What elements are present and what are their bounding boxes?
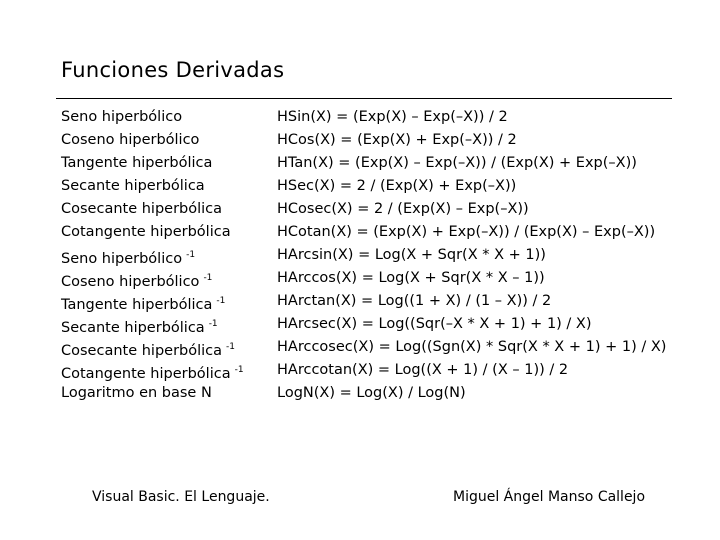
function-name: Seno hiperbólico bbox=[61, 109, 183, 125]
function-formula: HArcsin(X) = Log(X + Sqr(X * X + 1)) bbox=[277, 247, 546, 263]
function-name-row bbox=[61, 267, 244, 290]
function-formula: HArccotan(X) = Log((X + 1) / (X – 1)) / 2 bbox=[277, 362, 569, 378]
function-name-row bbox=[61, 382, 244, 405]
inverse-superscript: -1 bbox=[186, 250, 196, 260]
function-formula: HCos(X) = (Exp(X) + Exp(–X)) / 2 bbox=[277, 132, 517, 148]
function-name: Secante hiperbólica bbox=[61, 178, 205, 194]
function-formula: HCosec(X) = 2 / (Exp(X) – Exp(–X)) bbox=[277, 201, 529, 217]
footer-left-text: Visual Basic. El Lenguaje. bbox=[92, 489, 270, 505]
function-name: Tangente hiperbólica bbox=[61, 297, 213, 313]
function-names-column bbox=[61, 106, 244, 405]
function-name-row bbox=[61, 244, 244, 267]
function-name-row bbox=[61, 152, 244, 175]
function-name-row bbox=[61, 198, 244, 221]
function-name: Logaritmo en base N bbox=[61, 385, 212, 401]
function-name-row bbox=[61, 336, 244, 359]
function-name: Coseno hiperbólico bbox=[61, 274, 200, 290]
function-formula: HArctan(X) = Log((1 + X) / (1 – X)) / 2 bbox=[277, 293, 552, 309]
function-formula: HArccos(X) = Log(X + Sqr(X * X – 1)) bbox=[277, 270, 545, 286]
function-name: Seno hiperbólico bbox=[61, 251, 183, 267]
inverse-superscript: -1 bbox=[216, 296, 226, 306]
title-divider bbox=[56, 98, 672, 99]
inverse-superscript: -1 bbox=[208, 319, 218, 329]
function-name-row bbox=[61, 106, 244, 129]
function-name: Cosecante hiperbólica bbox=[61, 201, 223, 217]
function-name: Secante hiperbólica bbox=[61, 320, 205, 336]
function-formula: HTan(X) = (Exp(X) – Exp(–X)) / (Exp(X) + Exp(–X)) bbox=[277, 155, 637, 171]
function-formula: HCotan(X) = (Exp(X) + Exp(–X)) / (Exp(X) – Exp(–X)) bbox=[277, 224, 656, 240]
page-title: Funciones Derivadas bbox=[61, 58, 285, 82]
function-formula: HArcsec(X) = Log((Sqr(–X * X + 1) + 1) / X) bbox=[277, 316, 592, 332]
function-name: Coseno hiperbólico bbox=[61, 132, 200, 148]
function-name: Tangente hiperbólica bbox=[61, 155, 213, 171]
function-formula: HSin(X) = (Exp(X) – Exp(–X)) / 2 bbox=[277, 109, 508, 125]
inverse-superscript: -1 bbox=[226, 342, 236, 352]
inverse-superscript: -1 bbox=[203, 273, 213, 283]
function-formula: HArccosec(X) = Log((Sgn(X) * Sqr(X * X + 1) + 1) / X) bbox=[277, 339, 667, 355]
inverse-superscript: -1 bbox=[234, 365, 244, 375]
function-name-row bbox=[61, 175, 244, 198]
function-name: Cosecante hiperbólica bbox=[61, 343, 223, 359]
function-formula: HSec(X) = 2 / (Exp(X) + Exp(–X)) bbox=[277, 178, 517, 194]
function-name: Cotangente hiperbólica bbox=[61, 224, 231, 240]
footer-right-text: Miguel Ángel Manso Callejo bbox=[453, 489, 646, 505]
function-name-row bbox=[61, 290, 244, 313]
function-name: Cotangente hiperbólica bbox=[61, 366, 231, 382]
function-name-row bbox=[61, 313, 244, 336]
function-formula: LogN(X) = Log(X) / Log(N) bbox=[277, 385, 466, 401]
function-name-row bbox=[61, 221, 244, 244]
function-name-row bbox=[61, 129, 244, 152]
function-name-row bbox=[61, 359, 244, 382]
function-formulas-column bbox=[277, 106, 666, 405]
